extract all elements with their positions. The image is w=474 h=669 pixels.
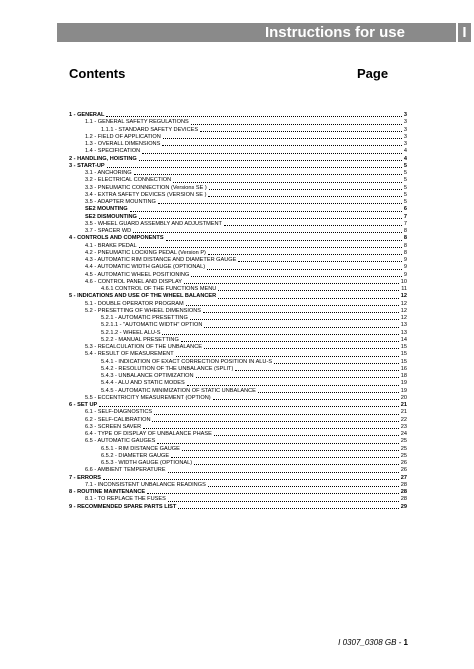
- toc-entry-page: 4: [403, 148, 407, 155]
- toc-entry-page: 15: [400, 358, 407, 365]
- toc-entry-label: 4.4 - AUTOMATIC WIDTH GAUGE (OPTIONAL): [85, 264, 206, 271]
- toc-dot-leader: [235, 370, 398, 371]
- toc-dot-leader: [176, 356, 399, 357]
- toc-entry-label: 1.1 - GENERAL SAFETY REGULATIONS: [85, 119, 189, 126]
- toc-entry-label: 7.1 - INCONSISTENT UNBALANCE READINGS: [85, 481, 206, 488]
- toc-entry[interactable]: [69, 286, 407, 293]
- language-code: I: [462, 24, 467, 41]
- toc-entry-page: 18: [400, 373, 407, 379]
- toc-entry[interactable]: [69, 460, 407, 467]
- toc-dot-leader: [207, 269, 402, 270]
- toc-entry-page: 3: [403, 112, 407, 118]
- toc-entry[interactable]: [69, 308, 407, 315]
- toc-entry-page: 3: [403, 133, 407, 140]
- toc-entry-label: SE2 DISMOUNTING: [85, 213, 137, 220]
- toc-dot-leader: [103, 479, 399, 480]
- toc-dot-leader: [274, 363, 399, 364]
- toc-entry[interactable]: [69, 496, 407, 503]
- toc-dot-leader: [190, 319, 399, 320]
- toc-entry-page: 28: [400, 481, 407, 488]
- toc-entry[interactable]: [69, 264, 407, 271]
- toc-dot-leader: [143, 428, 399, 429]
- toc-entry-label: 5.4.3 - UNBALANCE OPTIMIZATION: [101, 373, 194, 379]
- toc-entry[interactable]: [69, 185, 407, 192]
- toc-entry-page: 20: [400, 394, 407, 401]
- toc-entry-label: 5.2.2 - MANUAL PRESETTING: [101, 336, 179, 343]
- toc-entry-page: 11: [401, 286, 407, 292]
- page-column-heading: Page: [357, 66, 389, 81]
- toc-entry[interactable]: [69, 395, 407, 402]
- toc-dot-leader: [184, 283, 399, 284]
- toc-dot-leader: [168, 501, 399, 502]
- toc-entry[interactable]: [69, 112, 407, 119]
- toc-entry[interactable]: [69, 156, 407, 163]
- toc-dot-leader: [168, 472, 399, 473]
- toc-dot-leader: [162, 145, 402, 146]
- toc-dot-leader: [107, 167, 402, 168]
- toc-entry-label: 3.4 - EXTRA SAFETY DEVICES (VERSION SE ): [85, 191, 207, 198]
- toc-entry-page: 5: [403, 170, 407, 176]
- toc-entry-label: SE2 MOUNTING: [85, 206, 128, 213]
- toc-dot-leader: [134, 174, 402, 175]
- toc-entry[interactable]: [69, 221, 407, 228]
- toc-entry-page: 8: [403, 235, 407, 242]
- toc-entry-page: 7: [403, 213, 407, 220]
- toc-dot-leader: [238, 261, 402, 262]
- toc-dot-leader: [163, 138, 402, 139]
- toc-entry-label: 1 - GENERAL: [69, 112, 105, 118]
- toc-entry-label: 6.5 - AUTOMATIC GAUGES: [85, 438, 156, 445]
- toc-entry-label: 1.3 - OVERALL DIMENSIONS: [85, 141, 161, 147]
- toc-entry[interactable]: [69, 293, 407, 300]
- toc-entry-page: 27: [400, 474, 407, 481]
- toc-entry-label: 5 - INDICATIONS AND USE OF THE WHEEL BALANCER: [69, 293, 217, 300]
- toc-dot-leader: [209, 189, 402, 190]
- toc-dot-leader: [166, 240, 402, 241]
- toc-entry[interactable]: [69, 409, 407, 416]
- toc-entry[interactable]: [69, 127, 407, 134]
- toc-entry-page: 8: [403, 242, 407, 249]
- toc-entry-label: 5.4 - RESULT OF MEASUREMENT: [85, 351, 174, 358]
- document-title: Instructions for use: [264, 24, 405, 41]
- toc-entry-label: 4.6 - CONTROL PANEL AND DISPLAY: [85, 278, 182, 285]
- toc-entry[interactable]: [69, 337, 407, 344]
- toc-entry-label: 5.4.5 - AUTOMATIC MINIMIZATION OF STATIC UNBALANCE: [101, 387, 256, 394]
- toc-dot-leader: [204, 348, 399, 349]
- toc-dot-leader: [187, 385, 399, 386]
- toc-entry-page: 5: [403, 162, 407, 169]
- toc-dot-leader: [196, 377, 399, 378]
- toc-dot-leader: [224, 225, 402, 226]
- toc-entry-label: 1.4 - SPECIFICATION: [85, 148, 141, 155]
- toc-entry[interactable]: [69, 243, 407, 250]
- toc-entry-page: 5: [403, 199, 407, 205]
- toc-entry[interactable]: [69, 453, 407, 460]
- toc-dot-leader: [139, 160, 402, 161]
- toc-entry-page: 25: [400, 438, 407, 445]
- toc-entry-label: 3.1 - ANCHORING: [85, 170, 132, 176]
- toc-entry-page: 3: [403, 126, 407, 133]
- toc-entry-label: 6.2 - SELF-CALIBRATION: [85, 416, 151, 423]
- toc-dot-leader: [194, 464, 399, 465]
- toc-dot-leader: [139, 247, 402, 248]
- document-code: I 0307_0308 GB -: [338, 638, 404, 647]
- toc-entry-label: 6.5.1 - RIM DISTANCE GAUGE: [101, 445, 180, 452]
- toc-dot-leader: [214, 435, 399, 436]
- toc-entry-page: 16: [400, 365, 407, 372]
- toc-entry-label: 5.4.1 - INDICATION OF EXACT CORRECTION POSITION IN ALU-S: [101, 358, 273, 365]
- toc-entry-page: 12: [400, 315, 407, 321]
- toc-entry-label: 4.5 - AUTOMATIC WHEEL POSITIONING: [85, 271, 190, 278]
- toc-dot-leader: [208, 254, 402, 255]
- toc-entry[interactable]: [69, 163, 407, 170]
- toc-entry-page: 13: [400, 322, 407, 329]
- toc-entry-label: 6 - SET UP: [69, 402, 98, 408]
- toc-entry-label: 6.5.2 - DIAMETER GAUGE: [101, 452, 170, 459]
- contents-heading: Contents: [69, 66, 126, 81]
- toc-entry[interactable]: [69, 504, 407, 511]
- toc-entry[interactable]: [69, 344, 407, 351]
- toc-entry-page: 5: [403, 191, 407, 198]
- toc-entry-label: 4.1 - BRAKE PEDAL: [85, 242, 137, 249]
- toc-entry[interactable]: [69, 141, 407, 148]
- toc-entry[interactable]: [69, 417, 407, 424]
- page-footer: [338, 638, 408, 647]
- toc-dot-leader: [142, 153, 402, 154]
- toc-entry-page: 12: [400, 307, 407, 314]
- toc-entry-page: 5: [403, 177, 407, 184]
- toc-entry[interactable]: [69, 388, 407, 395]
- toc-entry-label: 6.4 - TYPE OF DISPLAY OF UNBALANCE PHASE: [85, 431, 212, 437]
- toc-entry[interactable]: [69, 330, 407, 337]
- toc-entry[interactable]: [69, 279, 407, 286]
- toc-dot-leader: [147, 493, 399, 494]
- toc-entry-page: 6: [403, 206, 407, 213]
- toc-entry-label: 4.2 - PNEUMATIC LOCKING PEDAL (Version P): [85, 249, 206, 256]
- toc-entry-page: 29: [400, 503, 407, 510]
- toc-entry-label: 1.1.1 - STANDARD SAFETY DEVICES: [101, 126, 199, 133]
- toc-entry-page: 23: [400, 423, 407, 430]
- toc-entry-label: 9 - RECOMMENDED SPARE PARTS LIST: [69, 503, 177, 510]
- toc-dot-leader: [203, 312, 399, 313]
- toc-dot-leader: [178, 508, 398, 509]
- toc-dot-leader: [173, 182, 402, 183]
- toc-entry-page: 14: [400, 336, 407, 343]
- header-bar: [57, 23, 471, 42]
- toc-entry[interactable]: [69, 431, 407, 438]
- toc-entry[interactable]: [69, 489, 407, 496]
- toc-dot-leader: [208, 486, 399, 487]
- toc-dot-leader: [154, 414, 399, 415]
- toc-entry-page: 22: [400, 416, 407, 423]
- toc-entry[interactable]: [69, 250, 407, 257]
- toc-entry[interactable]: [69, 402, 407, 409]
- toc-entry-label: 7 - ERRORS: [69, 474, 102, 481]
- toc-entry-page: 9: [403, 264, 407, 271]
- toc-entry[interactable]: [69, 119, 407, 126]
- toc-entry-label: 5.4.2 - RESOLUTION OF THE UNBALANCE (SPLIT): [101, 365, 234, 372]
- toc-entry[interactable]: [69, 351, 407, 358]
- toc-dot-leader: [158, 203, 402, 204]
- toc-entry-page: 21: [400, 409, 407, 416]
- toc-entry[interactable]: [69, 228, 407, 235]
- toc-entry[interactable]: [69, 214, 407, 221]
- toc-dot-leader: [186, 305, 399, 306]
- toc-entry-label: 5.4.4 - ALU AND STATIC MODES: [101, 380, 185, 387]
- toc-entry-label: 8.1 - TO REPLACE THE FUSES: [85, 496, 166, 503]
- toc-entry[interactable]: [69, 235, 407, 242]
- toc-dot-leader: [191, 276, 402, 277]
- toc-entry-label: 6.6 - AMBIENT TEMPERATURE: [85, 467, 166, 474]
- toc-entry[interactable]: [69, 177, 407, 184]
- toc-entry-label: 4 - CONTROLS AND COMPONENTS: [69, 235, 164, 242]
- toc-entry-page: 9: [403, 257, 407, 263]
- toc-dot-leader: [162, 334, 398, 335]
- toc-entry[interactable]: [69, 315, 407, 322]
- toc-entry[interactable]: [69, 366, 407, 373]
- toc-entry-page: 8: [403, 228, 407, 234]
- toc-entry-label: 5.1 - DOUBLE OPERATOR PROGRAM: [85, 300, 184, 307]
- toc-entry-label: 6.1 - SELF-DIAGNOSTICS: [85, 409, 153, 416]
- toc-dot-leader: [218, 290, 399, 291]
- toc-entry[interactable]: [69, 482, 407, 489]
- toc-entry-label: 3.7 - SPACER WD: [85, 228, 132, 234]
- table-of-contents: [69, 112, 407, 511]
- toc-entry-label: 5.2.1.2 - WHEEL ALU-S: [101, 329, 161, 336]
- toc-entry[interactable]: [69, 192, 407, 199]
- toc-entry[interactable]: [69, 257, 407, 264]
- toc-entry-label: 5.2.1.1 - "AUTOMATIC WIDTH" OPTION: [101, 322, 203, 329]
- toc-entry-page: 28: [400, 489, 407, 495]
- toc-dot-leader: [133, 232, 402, 233]
- toc-dot-leader: [181, 341, 399, 342]
- toc-entry[interactable]: [69, 301, 407, 308]
- toc-entry-page: 8: [403, 249, 407, 256]
- toc-entry-label: 6.5.3 - WIDTH GAUGE (OPTIONAL): [101, 460, 193, 466]
- toc-entry[interactable]: [69, 272, 407, 279]
- toc-entry-label: 3.3 - PNEUMATIC CONNECTION (Versions SE ): [85, 184, 207, 191]
- toc-dot-leader: [204, 327, 398, 328]
- toc-entry[interactable]: [69, 322, 407, 329]
- toc-dot-leader: [218, 298, 399, 299]
- toc-dot-leader: [171, 457, 399, 458]
- toc-entry-page: 26: [400, 467, 407, 474]
- toc-dot-leader: [213, 399, 399, 400]
- toc-entry-label: 3.5 - ADAPTER MOUNTING: [85, 199, 156, 205]
- toc-entry-page: 5: [403, 184, 407, 191]
- toc-dot-leader: [208, 196, 401, 197]
- toc-entry-page: 9: [403, 271, 407, 278]
- toc-entry-label: 4.3 - AUTOMATIC RIM DISTANCE AND DIAMETER GAUGE: [85, 257, 237, 263]
- toc-entry-page: 3: [403, 141, 407, 147]
- toc-dot-leader: [106, 116, 401, 117]
- toc-entry-page: 4: [403, 155, 407, 162]
- toc-dot-leader: [99, 406, 398, 407]
- toc-entry-page: 12: [400, 300, 407, 307]
- toc-entry[interactable]: [69, 475, 407, 482]
- toc-entry-page: 7: [403, 220, 407, 227]
- toc-dot-leader: [258, 392, 399, 393]
- toc-entry-label: 3.2 - ELECTRICAL CONNECTION: [85, 177, 172, 184]
- toc-entry[interactable]: [69, 148, 407, 155]
- toc-entry-page: 3: [403, 119, 407, 126]
- toc-entry-label: 3 - START-UP: [69, 162, 105, 169]
- toc-entry-label: 1.2 - FIELD OF APPLICATION: [85, 133, 161, 140]
- toc-dot-leader: [157, 443, 398, 444]
- toc-entry-page: 15: [400, 344, 407, 350]
- toc-entry-label: 6.3 - SCREEN SAVER: [85, 423, 142, 430]
- toc-entry[interactable]: [69, 359, 407, 366]
- toc-entry-page: 25: [400, 452, 407, 459]
- toc-entry[interactable]: [69, 438, 407, 445]
- toc-entry-label: 8 - ROUTINE MAINTENANCE: [69, 489, 146, 495]
- toc-entry-label: 5.5 - ECCENTRICITY MEASUREMENT (OPTION): [85, 394, 211, 401]
- toc-dot-leader: [200, 131, 402, 132]
- toc-dot-leader: [130, 211, 402, 212]
- toc-entry[interactable]: [69, 170, 407, 177]
- toc-entry-page: 19: [400, 380, 407, 387]
- toc-entry[interactable]: [69, 380, 407, 387]
- toc-entry[interactable]: [69, 373, 407, 380]
- toc-entry-page: 26: [400, 460, 407, 466]
- toc-entry[interactable]: [69, 467, 407, 474]
- toc-entry-label: 4.6.1 CONTROL OF THE FUNCTIONS MENU: [101, 286, 217, 292]
- toc-entry-page: 21: [400, 402, 407, 408]
- toc-entry-label: 2 - HANDLING, HOISTING: [69, 155, 137, 162]
- toc-entry-page: 10: [400, 278, 407, 285]
- toc-entry-label: 5.3 - RECALCULATION OF THE UNBALANCE: [85, 344, 202, 350]
- toc-entry[interactable]: [69, 424, 407, 431]
- toc-entry-page: 25: [400, 445, 407, 452]
- toc-dot-leader: [139, 218, 402, 219]
- toc-dot-leader: [182, 450, 399, 451]
- toc-entry-label: 3.5 - WHEEL GUARD ASSEMBLY AND ADJUSTMENT: [85, 220, 222, 227]
- toc-entry[interactable]: [69, 446, 407, 453]
- toc-entry-page: 12: [400, 293, 407, 300]
- toc-entry-page: 19: [400, 387, 407, 394]
- toc-entry[interactable]: [69, 206, 407, 213]
- page-number: 1: [403, 638, 408, 647]
- toc-entry-page: 28: [400, 496, 407, 503]
- toc-dot-leader: [152, 421, 398, 422]
- toc-entry[interactable]: [69, 134, 407, 141]
- toc-entry-page: 15: [400, 351, 407, 358]
- toc-entry-label: 5.2.1 - AUTOMATIC PRESETTING: [101, 315, 188, 321]
- toc-dot-leader: [191, 124, 402, 125]
- toc-entry-label: 5.2 - PRESETTING OF WHEEL DIMENSIONS: [85, 307, 202, 314]
- toc-entry[interactable]: [69, 199, 407, 206]
- toc-entry-page: 13: [400, 329, 407, 336]
- toc-entry-page: 24: [400, 431, 407, 437]
